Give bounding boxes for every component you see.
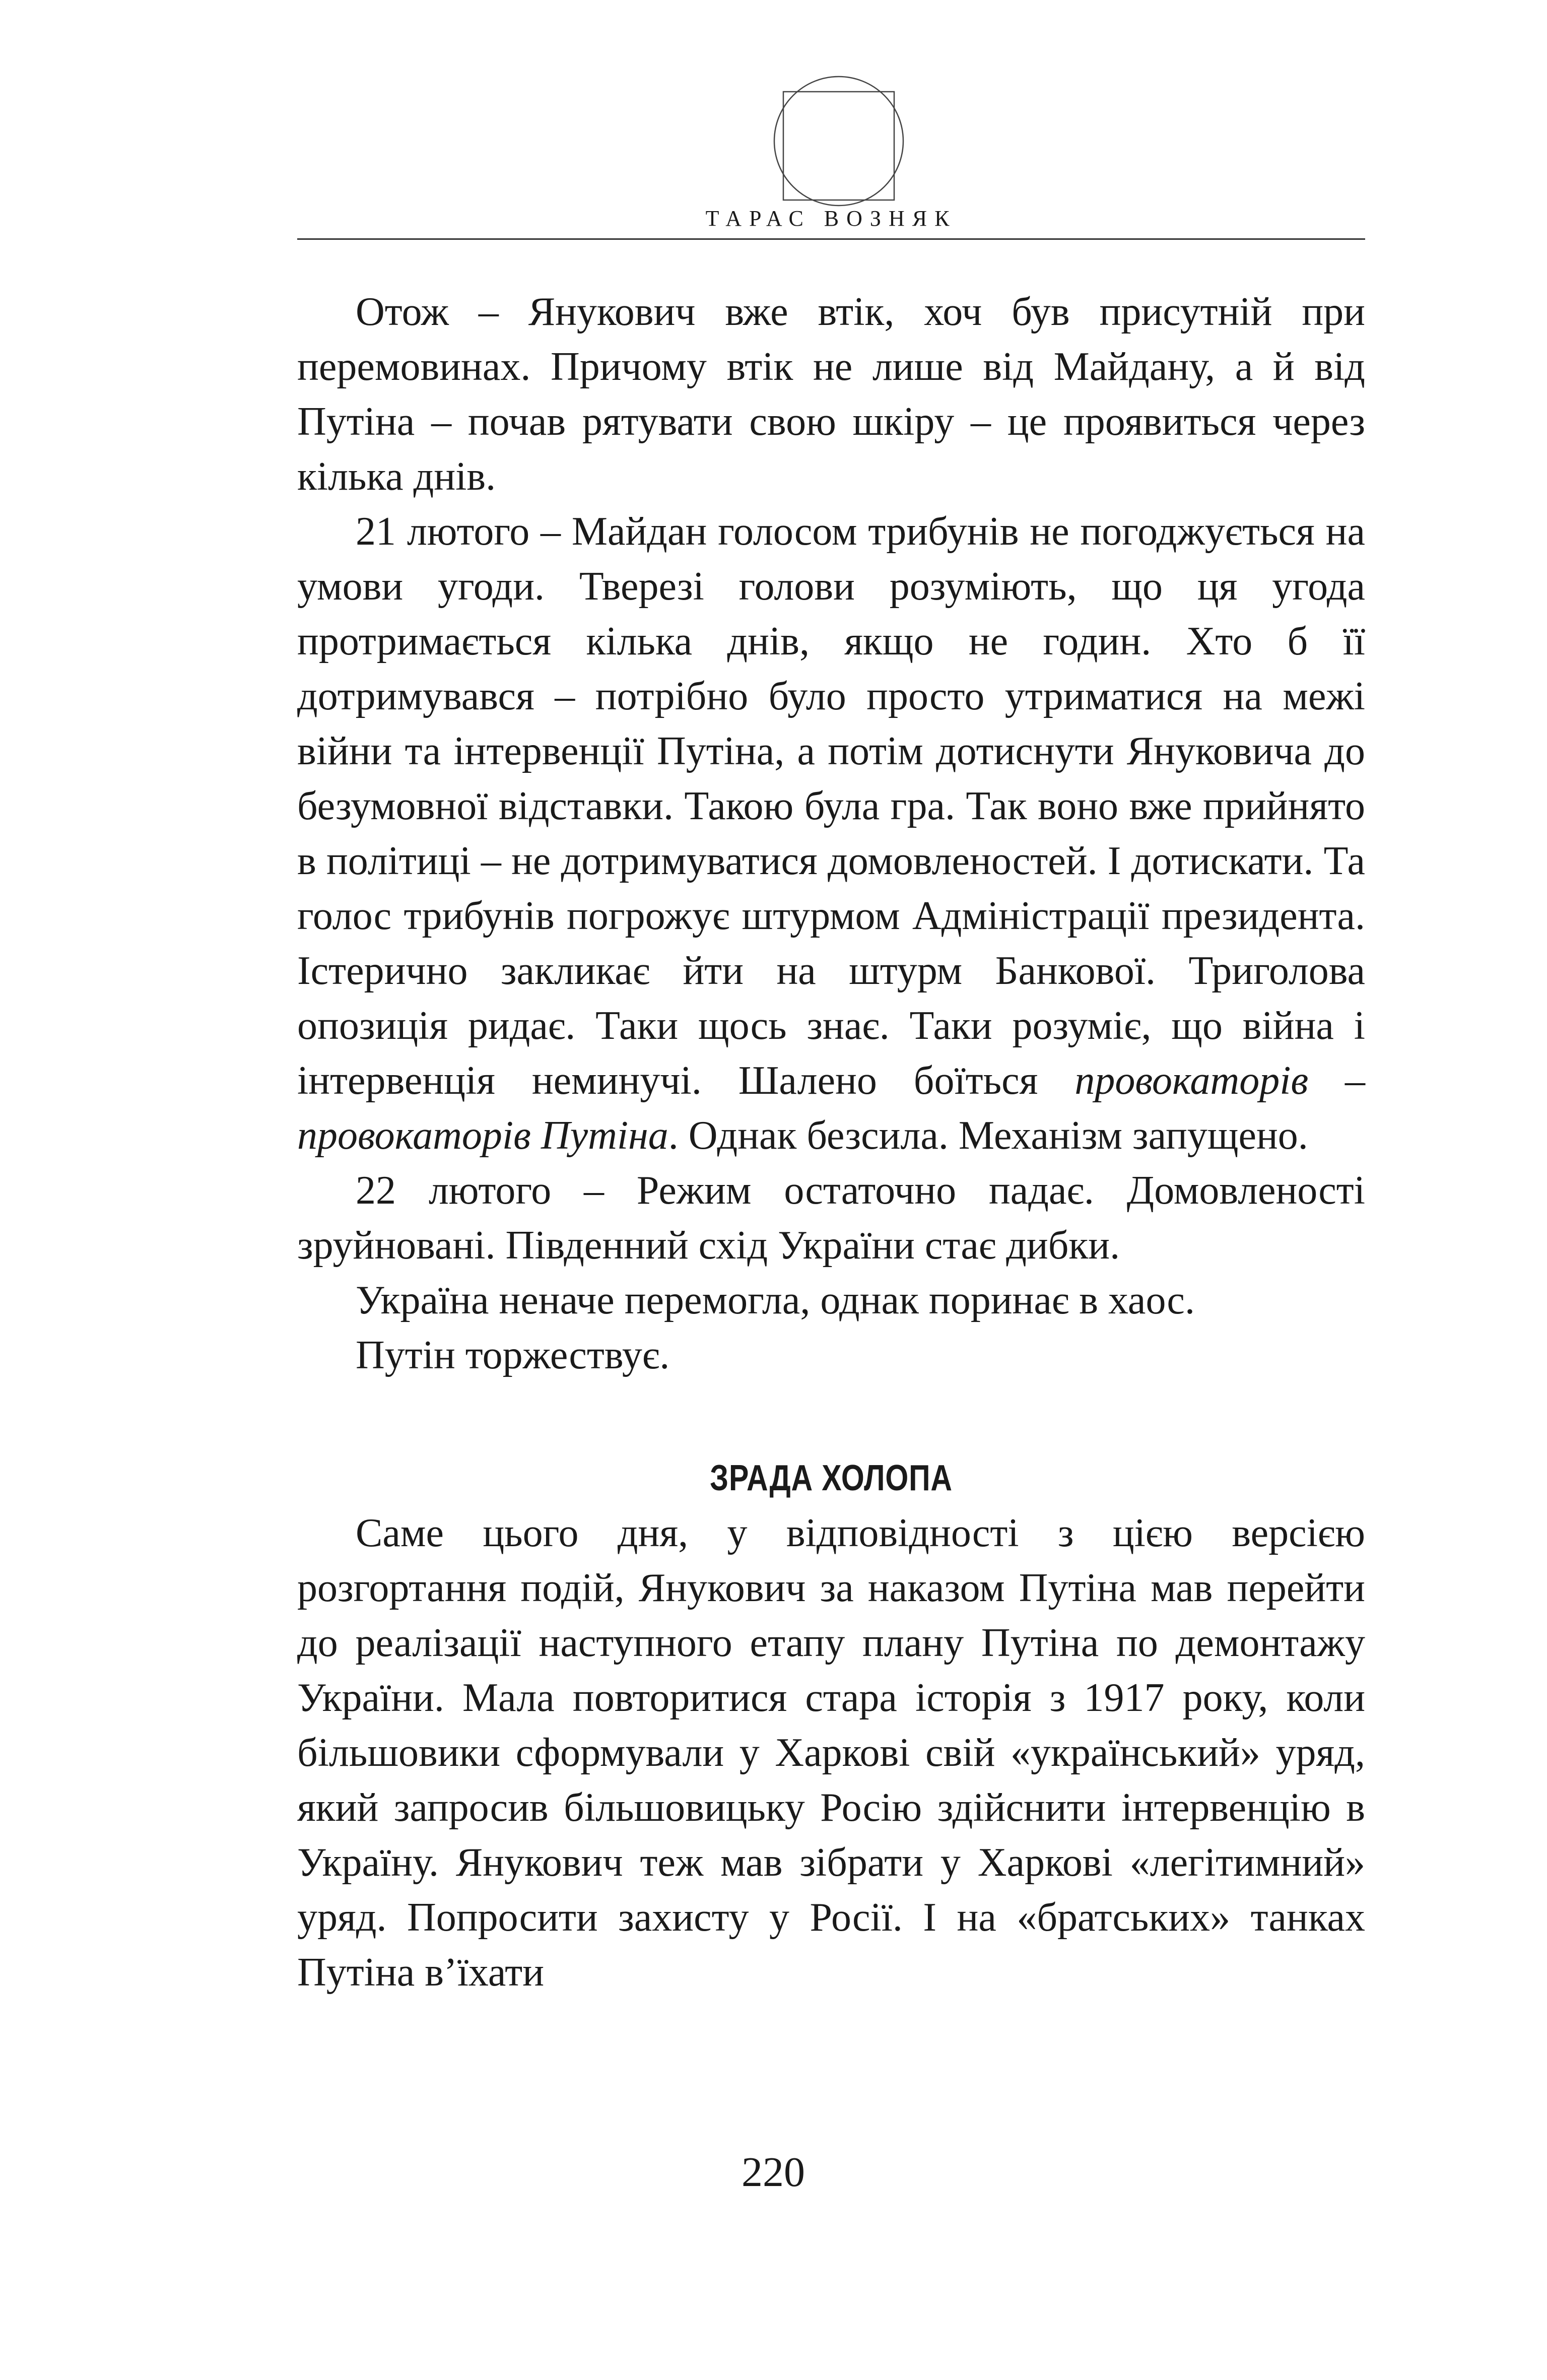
page-header [297,71,1365,242]
paragraph-2 [297,504,1365,1163]
paragraph-2-text: 21 лютого – Майдан голосом трибунів не погоджується на умови угоди. Тверезі голови розуміють, що ця угода протримається кілька днів, якщо не годин. Хто б її дотримувався – потрібно було просто утриматися на межі війни та інтервенції Путіна, а потім дотиснути Януковича до безумовної відставки. Такою була гра. Так воно вже прийнято в політиці – не дотримуватися домовленостей. І дотискати. Та голос трибунів погрожує штурмом Адміністрації президента. Істерично закликає йти на штурм Банкової. Триголова опозиція ридає. Таки щось знає. Таки розуміє, що війна і інтервенція неминучі. Шалено боїться [297,509,1365,1103]
body-text [297,285,1365,2000]
paragraph-2-italic: провокаторів – провокаторів Путіна [297,1059,1366,1158]
section-heading: ЗРАДА ХОЛОПА [710,1458,953,1498]
page-number: 220 [742,2149,805,2196]
section-paragraph: Саме цього дня, у відповідності з цією версією розгортання подій, Янукович за наказом Путіна мав перейти до реалізації наступного етапу плану Путіна по демонтажу України. Мала повторитися стара історія з 1917 року, коли більшовики сформували у Харкові свій «український» уряд, який запросив більшовицьку Росію здійснити інтервенцію в Україну. Янукович теж мав зібрати у Харкові «легітимний» уряд. Попросити захисту у Росії. І на «братських» танках Путіна в’їхати [297,1511,1365,1995]
header-divider [297,238,1365,240]
circle-square-emblem-icon [771,71,907,207]
paragraph-2-tail: . Однак безсила. Механізм запущено. [668,1113,1308,1158]
running-head: ТАРАС ВОЗНЯК [705,206,957,231]
paragraph-1: Отож – Янукович вже втік, хоч був присутній при перемовинах. Причому втік не лише від Майдану, а й від Путіна – почав рятувати свою шкіру – це проявиться через кілька днів. [297,290,1365,499]
paragraph-4: Україна неначе перемогла, однак поринає в хаос. [356,1278,1195,1323]
paragraph-3: 22 лютого – Режим остаточно падає. Домовленості зруйновані. Південний схід України стає дибки. [297,1168,1365,1268]
paragraph-5: Путін торжествує. [356,1333,670,1377]
